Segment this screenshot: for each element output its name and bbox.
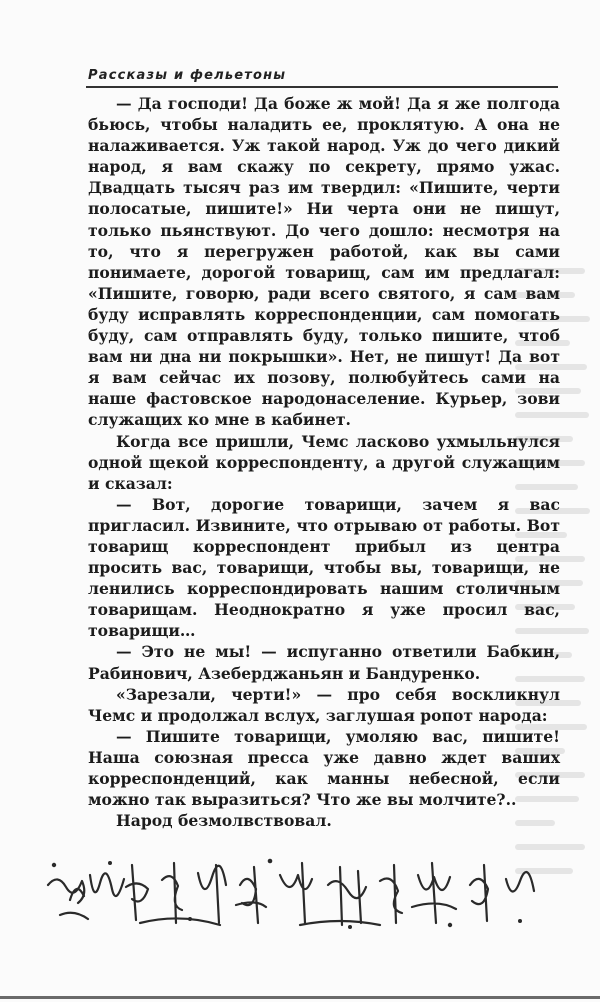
paragraph: Когда все пришли, Чемс ласково ухмыльнулся одной щекой корреспонденту, а другой служащим и сказал: [88,431,560,493]
paragraph: — Вот, дорогие товарищи, зачем я вас пригласил. Извините, что отрываю от работы. Вот товарищ корреспондент прибыл из центра просить вас, товарищи, чтобы вы, товарищи, не ленились корреспондировать нашим столичным товарищам. Неоднократно я уже просил вас, товарищи… [88,494,560,641]
handwritten-scribble [40,845,560,940]
paragraph: — Это не мы! — испуганно ответили Бабкин, Рабинович, Азеберджаньян и Бандуренко. [88,642,560,683]
paragraph: Народ безмолвствовал. [116,811,332,831]
paragraph: — Пишите товарищи, умоляю вас, пишите! Наша союзная пресса уже давно ждет ваших корреспонденций, как манны небесной, если можно так выразиться? Что же вы молчите?.. [88,726,560,810]
header-rule [86,86,558,88]
page-edge [0,996,600,999]
paragraph: «Зарезали, черти!» — про себя воскликнул Чемс и продолжал вслух, заглушая ропот народа: [88,684,560,725]
running-head: Рассказы и фельетоны [88,68,287,83]
body-text [88,93,560,831]
paragraph: — Да господи! Да боже ж мой! Да я же полгода бьюсь, чтобы наладить ее, проклятую. А она не налаживается. Уж такой народ. Уж до чего дикий народ, я вам скажу по секрету, прямо ужас. Двадцать тысяч раз им твердил: «Пишите, черти полосатые, пишите!» Ни черта они не пишут, только пьянствуют. До чего дошло: несмотря на то, что я перегружен работой, как вы сами понимаете, дорогой товарищ, сам им предлагал: «Пишите, говорю, ради всего святого, я сам вам буду исправлять корреспонденции, сам помогать буду, сам отправлять буду, только пишите, чтоб вам ни дна ни покрышки». Нет, не пишут! Да вот я вам сейчас их позову, полюбуйтесь сами на наше фастовское народонаселение. Курьер, зови служащих ко мне в кабинет. [88,94,560,430]
